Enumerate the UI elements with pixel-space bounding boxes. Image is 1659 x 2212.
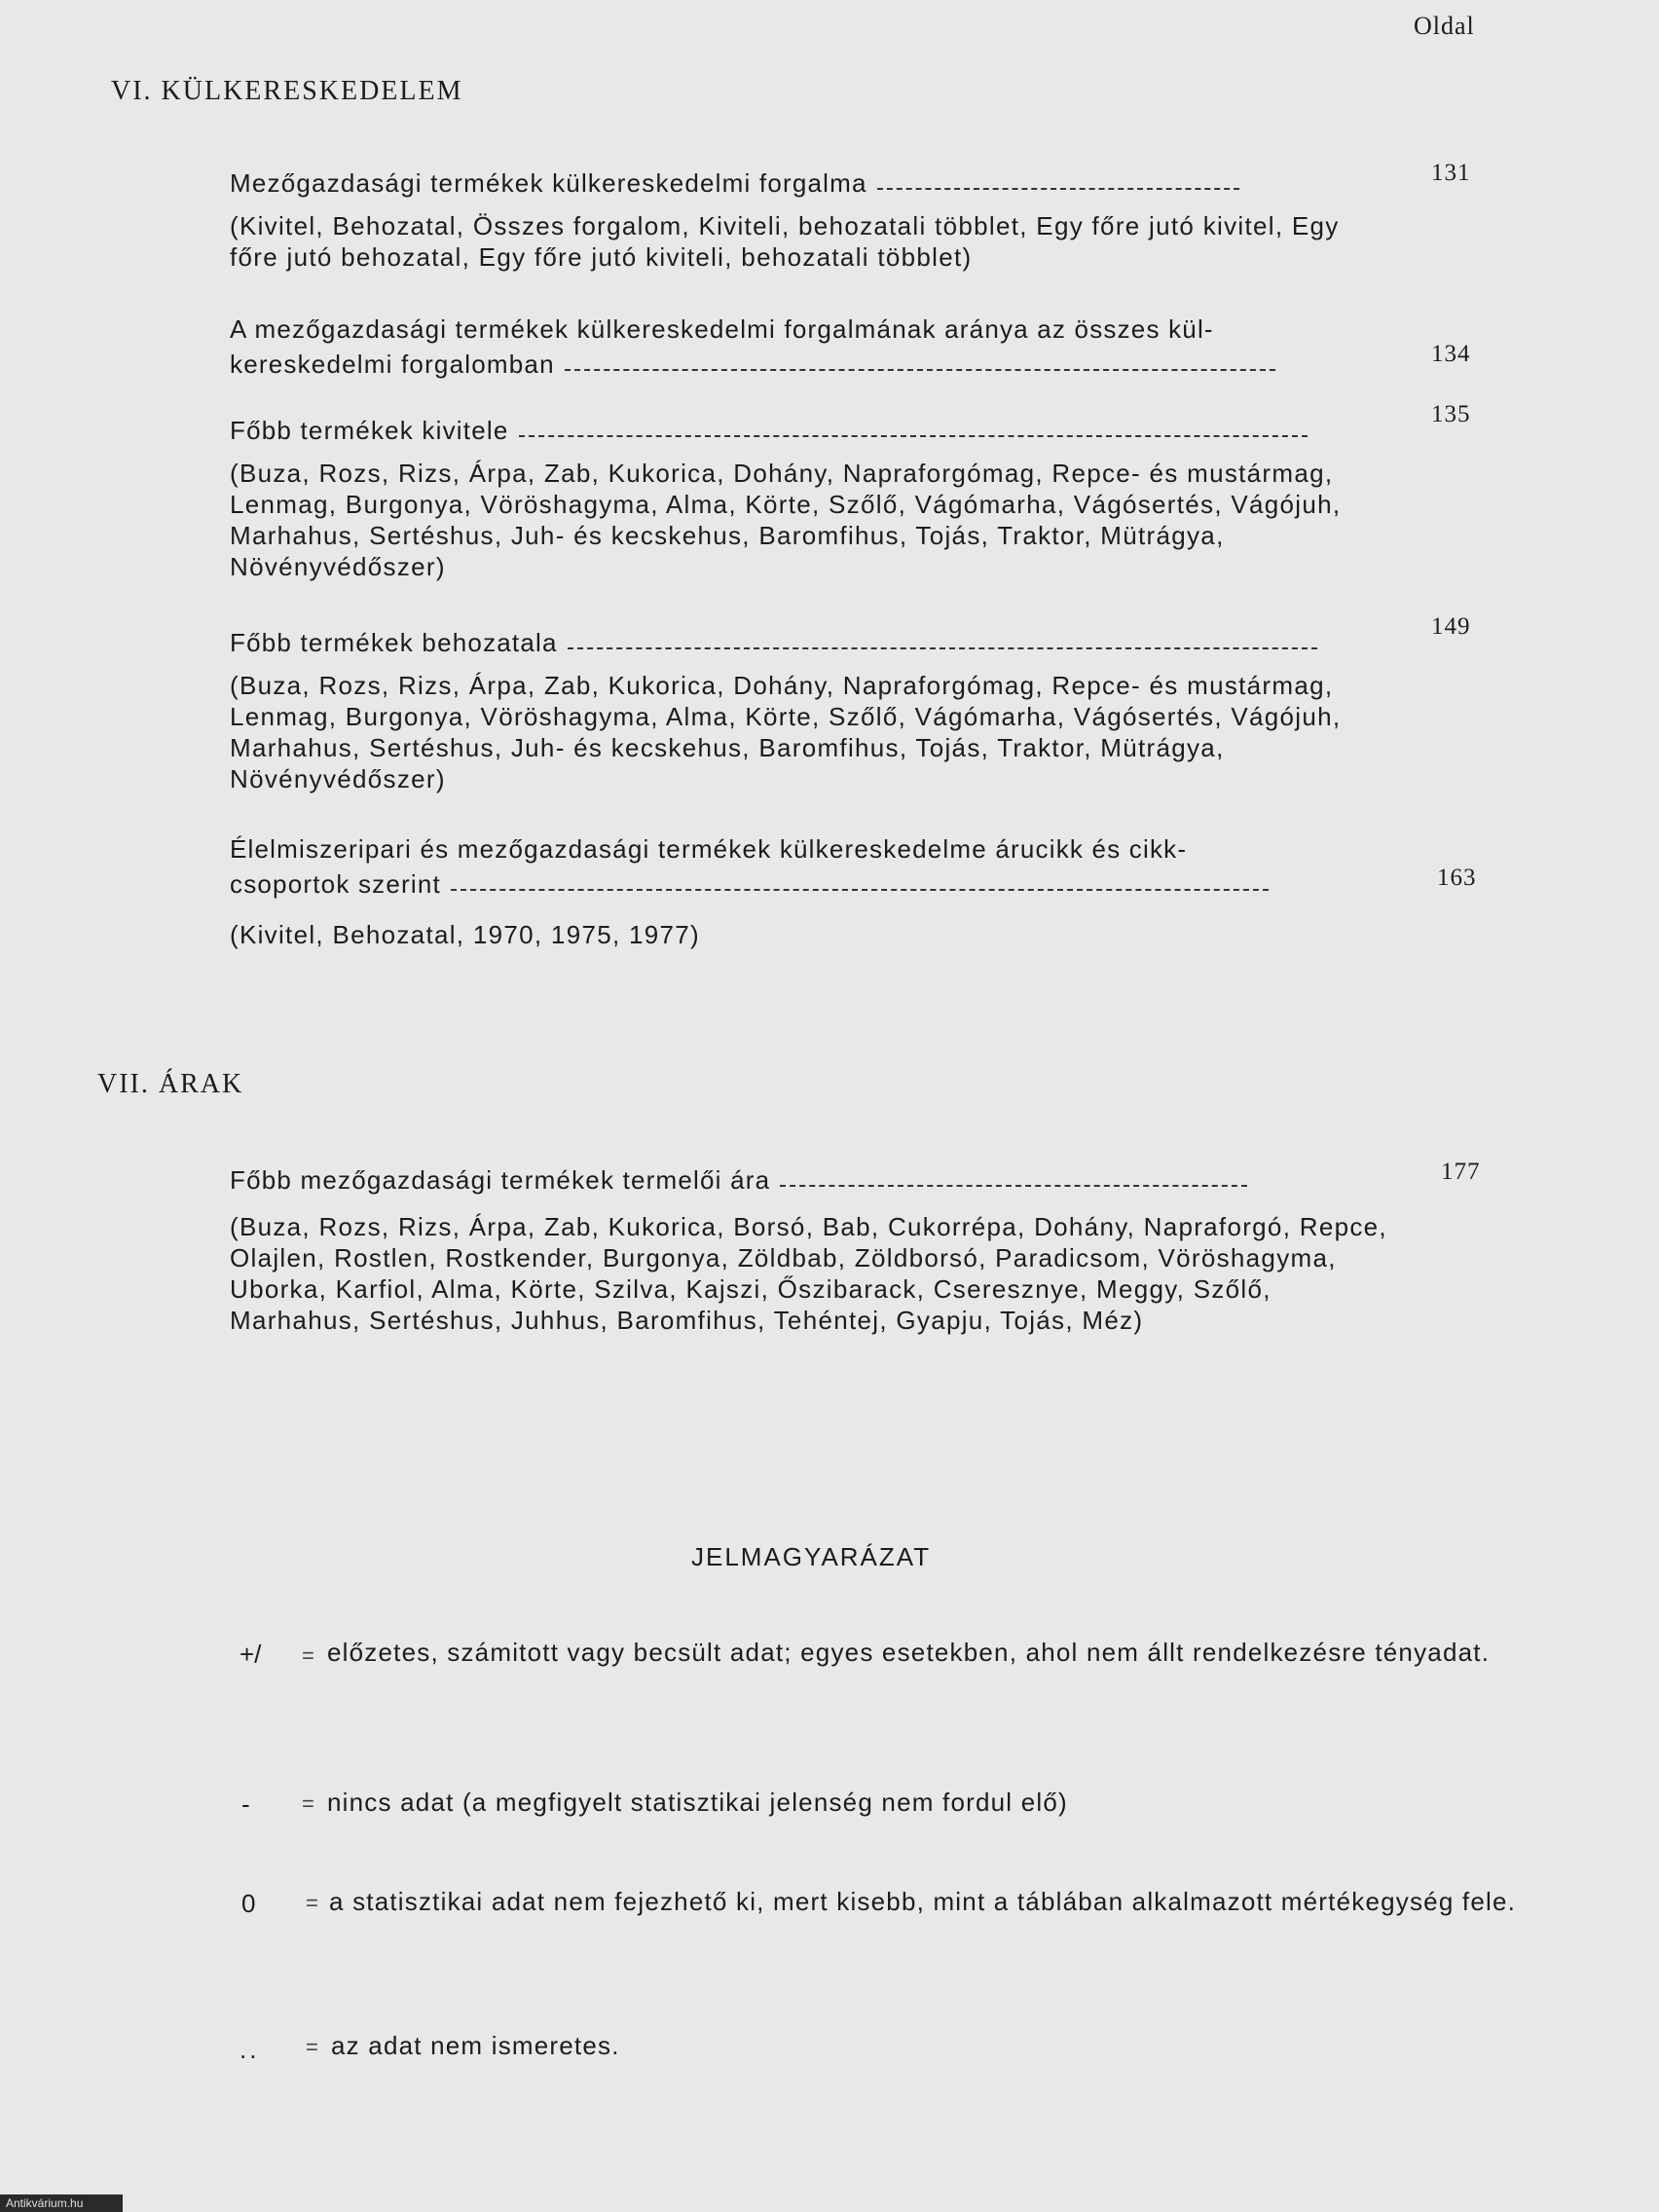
legend-text: az adat nem ismeretes.: [331, 2031, 620, 2060]
dot-leader: [519, 435, 1308, 437]
legend-equals: =: [302, 1791, 314, 1816]
watermark-footer: Antikvárium.hu: [0, 2194, 123, 2212]
toc-page-number: 177: [1441, 1159, 1481, 1185]
toc-entry-6: [230, 1164, 1247, 1196]
legend-symbol: +/: [240, 1640, 262, 1669]
legend-equals: =: [306, 2035, 318, 2059]
legend-text: előzetes, számitott vagy becsült adat; egyes esetekben, ahol nem állt rendelkezésre tényadat.: [327, 1638, 1491, 1667]
toc-entry-title: Főbb termékek kivitele: [230, 416, 509, 445]
toc-entry-subtitle: (Buza, Rozs, Rizs, Árpa, Zab, Kukorica, Dohány, Napraforgómag, Repce- és mustármag, Lenmag, Burgonya, Vöröshagyma, Alma, Körte, Szőlő, Vágómarha, Vágósertés, Vágójuh, Marhahus, Sertéshus, Juh- és kecskehus, Baromfihus, Tojás, Traktor, Mütrágya, Növényvédőszer): [230, 459, 1342, 581]
dot-leader: [565, 369, 1275, 371]
legend-text: a statisztikai adat nem fejezhető ki, mert kisebb, mint a táblában alkalmazott mértékegység fele.: [329, 1887, 1517, 1916]
toc-entry-subtitle: (Buza, Rozs, Rizs, Árpa, Zab, Kukorica, Dohány, Napraforgómag, Repce- és mustármag, Lenmag, Burgonya, Vöröshagyma, Alma, Körte, Szőlő, Vágómarha, Vágósertés, Vágójuh, Marhahus, Sertéshus, Juh- és kecskehus, Baromfihus, Tojás, Traktor, Mütrágya, Növényvédőszer): [230, 671, 1342, 793]
toc-entry-title: kereskedelmi forgalomban: [230, 350, 555, 379]
toc-entry-title: Főbb termékek behozatala: [230, 628, 558, 657]
toc-entry-title: csoportok szerint: [230, 869, 441, 899]
dot-leader: [877, 188, 1239, 190]
toc-page-number: 163: [1437, 865, 1477, 891]
section-title-vii: VII. ÁRAK: [97, 1069, 244, 1099]
section-title-vi: VI. KÜLKERESKEDELEM: [111, 76, 463, 106]
toc-entry-5-line2: [230, 868, 1269, 900]
toc-entry-5-line1: Élelmiszeripari és mezőgazdasági termékek külkereskedelme árucikk és cikk-: [230, 834, 1188, 864]
toc-entry-2-line1: A mezőgazdasági termékek külkereskedelmi forgalmának aránya az összes kül-: [230, 314, 1214, 344]
toc-page-number: 149: [1431, 613, 1471, 640]
dot-leader: [780, 1185, 1247, 1187]
legend-symbol: 0: [241, 1889, 256, 1918]
toc-entry-1: [230, 167, 1239, 199]
toc-entry-subtitle: (Kivitel, Behozatal, Összes forgalom, Kiviteli, behozatali többlet, Egy főre jutó kivitel, Egy főre jutó behozatal, Egy főre jutó kiviteli, behozatali többlet): [230, 211, 1340, 272]
legend-symbol: -: [241, 1789, 250, 1819]
toc-entry-2-line2: [230, 349, 1275, 380]
toc-entry-title: Főbb mezőgazdasági termékek termelői ára: [230, 1165, 771, 1195]
page-column-header: Oldal: [1414, 12, 1475, 40]
dot-leader: [568, 647, 1317, 649]
legend-equals: =: [306, 1891, 318, 1915]
toc-entry-3: [230, 415, 1308, 446]
toc-entry-subtitle: (Buza, Rozs, Rizs, Árpa, Zab, Kukorica, Borsó, Bab, Cukorrépa, Dohány, Napraforgó, Repce, Olajlen, Rostlen, Rostkender, Burgonya, Zöldbab, Zöldborsó, Paradicsom, Vöröshagyma, Uborka, Karfiol, Alma, Körte, Szilva, Kajszi, Őszibarack, Cseresznye, Meggy, Szőlő, Marhahus, Sertéshus, Juhhus, Baromfihus, Tehéntej, Gyapju, Tojás, Méz): [230, 1212, 1387, 1335]
toc-page-number: 134: [1431, 341, 1471, 367]
legend-text: nincs adat (a megfigyelt statisztikai jelenség nem fordul elő): [327, 1788, 1068, 1817]
toc-entry-subtitle: (Kivitel, Behozatal, 1970, 1975, 1977): [230, 920, 701, 949]
toc-page-number: 135: [1431, 401, 1471, 427]
legend-equals: =: [302, 1643, 314, 1668]
legend-title: JELMAGYARÁZAT: [691, 1542, 932, 1571]
toc-page-number: 131: [1431, 160, 1471, 186]
toc-entry-title: Mezőgazdasági termékek külkereskedelmi forgalma: [230, 168, 867, 198]
dot-leader: [451, 889, 1269, 891]
toc-entry-4: [230, 627, 1317, 658]
legend-symbol: ..: [240, 2035, 260, 2064]
